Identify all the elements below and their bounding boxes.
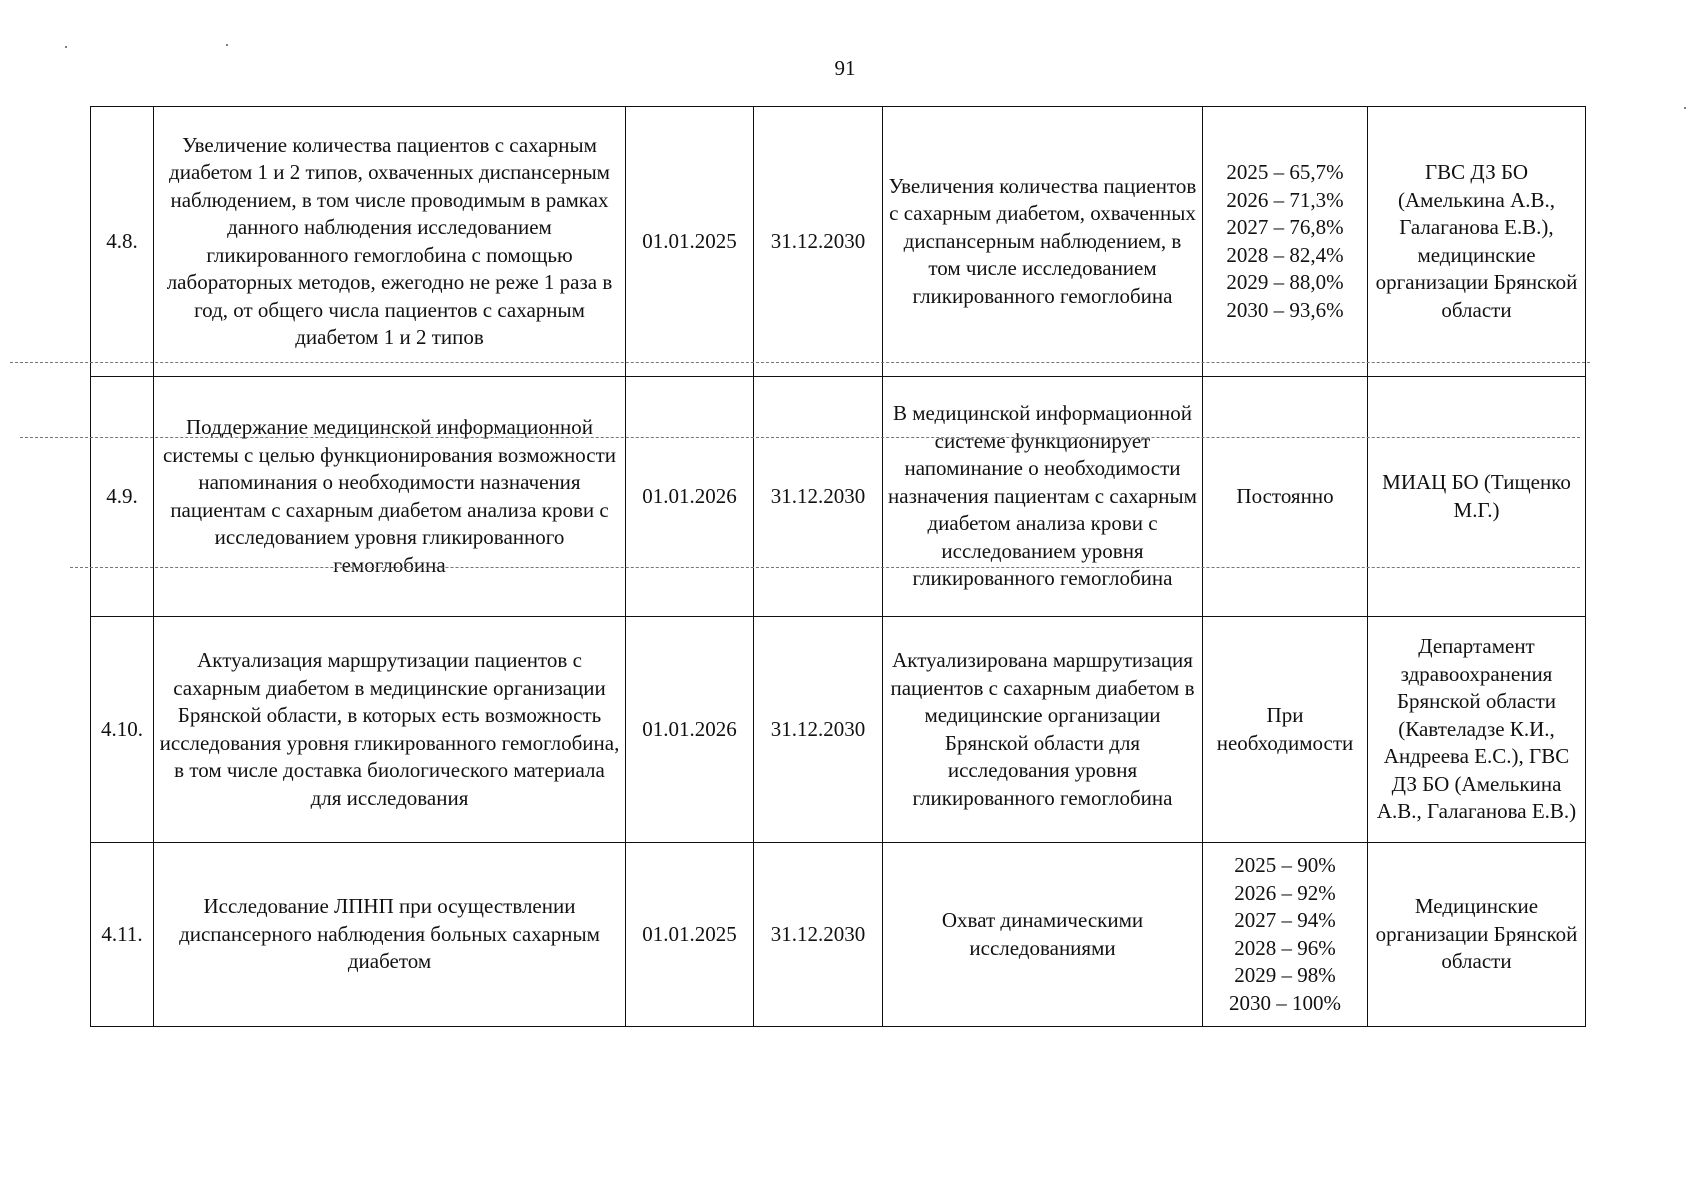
result-cell: Актуализирована маршрутизация пациентов с сахарным диабетом в медицинские организации Брянской области для исследования уровня гликированного гемоглобина [883,617,1203,843]
row-number: 4.10. [91,617,154,843]
activity-cell: Поддержание медицинской информационной системы с целью функционирования возможности напоминания о необходимости назначения пациентам с сахарным диабетом анализа крови с исследованием уровня гликированного гемоглобина [154,377,626,617]
target-value: 2025 – 90% [1234,853,1336,877]
target-value: 2030 – 100% [1229,990,1341,1015]
responsible-cell: Медицинские организации Брянской области [1368,843,1586,1027]
scan-artifact-line [20,437,1580,438]
target-value: При необходимости [1216,703,1354,755]
end-date-cell: 31.12.2030 [754,377,883,617]
responsible-cell: ГВС ДЗ БО (Амелькина А.В., Галаганова Е.В.), медицинские организации Брянской области [1368,107,1586,377]
target-value: 2026 – 71,3% [1226,187,1344,212]
page-number: 91 [834,56,856,80]
start-date-cell: 01.01.2025 [626,843,754,1027]
scan-artifact-dot [1684,107,1686,109]
end-date-cell: 31.12.2030 [754,617,883,843]
table-row [91,843,1586,1027]
table-row [91,617,1586,843]
target-values-cell [1203,843,1368,1027]
activity-cell: Актуализация маршрутизации пациентов с сахарным диабетом в медицинские организации Брянской области, в которых есть возможность исследования уровня гликированного гемоглобина, в том числе доставка биологического материала для исследования [154,617,626,843]
target-value: 2025 – 65,7% [1226,160,1344,184]
scan-artifact-line [10,362,1590,363]
target-value: Постоянно [1236,483,1334,508]
target-value: 2027 – 76,8% [1226,215,1344,239]
row-number: 4.9. [91,377,154,617]
activity-cell: Исследование ЛПНП при осуществлении диспансерного наблюдения больных сахарным диабетом [154,843,626,1027]
result-cell: Увеличения количества пациентов с сахарным диабетом, охваченных диспансерным наблюдением, в том числе исследованием гликированного гемоглобина [883,107,1203,377]
target-values-cell [1203,107,1368,377]
end-date-cell: 31.12.2030 [754,107,883,377]
table-row [91,377,1586,617]
target-value: 2027 – 94% [1234,908,1336,932]
start-date-cell: 01.01.2025 [626,107,754,377]
row-number: 4.11. [91,843,154,1027]
end-date-cell: 31.12.2030 [754,843,883,1027]
target-values-cell [1203,617,1368,843]
table-row [91,107,1586,377]
result-cell: В медицинской информационной системе функционирует напоминание о необходимости назначения пациентам с сахарным диабетом анализа крови с исследованием уровня гликированного гемоглобина [883,377,1203,617]
target-value: 2028 – 82,4% [1226,242,1344,267]
scan-artifact-line [70,567,1580,568]
target-value: 2029 – 88,0% [1226,270,1344,294]
target-values-cell [1203,377,1368,617]
start-date-cell: 01.01.2026 [626,377,754,617]
result-cell: Охват динамическими исследованиями [883,843,1203,1027]
target-value: 2028 – 96% [1234,935,1336,960]
scan-artifact-dot [65,46,67,48]
target-value: 2026 – 92% [1234,880,1336,905]
target-value: 2029 – 98% [1234,963,1336,987]
scan-artifact-dot [226,44,228,46]
start-date-cell: 01.01.2026 [626,617,754,843]
responsible-cell: Департамент здравоохранения Брянской области (Кавтеладзе К.И., Андреева Е.С.), ГВС ДЗ БО (Амелькина А.В., Галаганова Е.В.) [1368,617,1586,843]
responsible-cell: МИАЦ БО (Тищенко М.Г.) [1368,377,1586,617]
target-value: 2030 – 93,6% [1226,297,1344,322]
activity-cell: Увеличение количества пациентов с сахарным диабетом 1 и 2 типов, охваченных диспансерным наблюдением, в том числе проводимым в рамках данного наблюдения исследованием гликированного гемоглобина с помощью лабораторных методов, ежегодно не реже 1 раза в год, от общего числа пациентов с сахарным диабетом 1 и 2 типов [154,107,626,377]
row-number: 4.8. [91,107,154,377]
